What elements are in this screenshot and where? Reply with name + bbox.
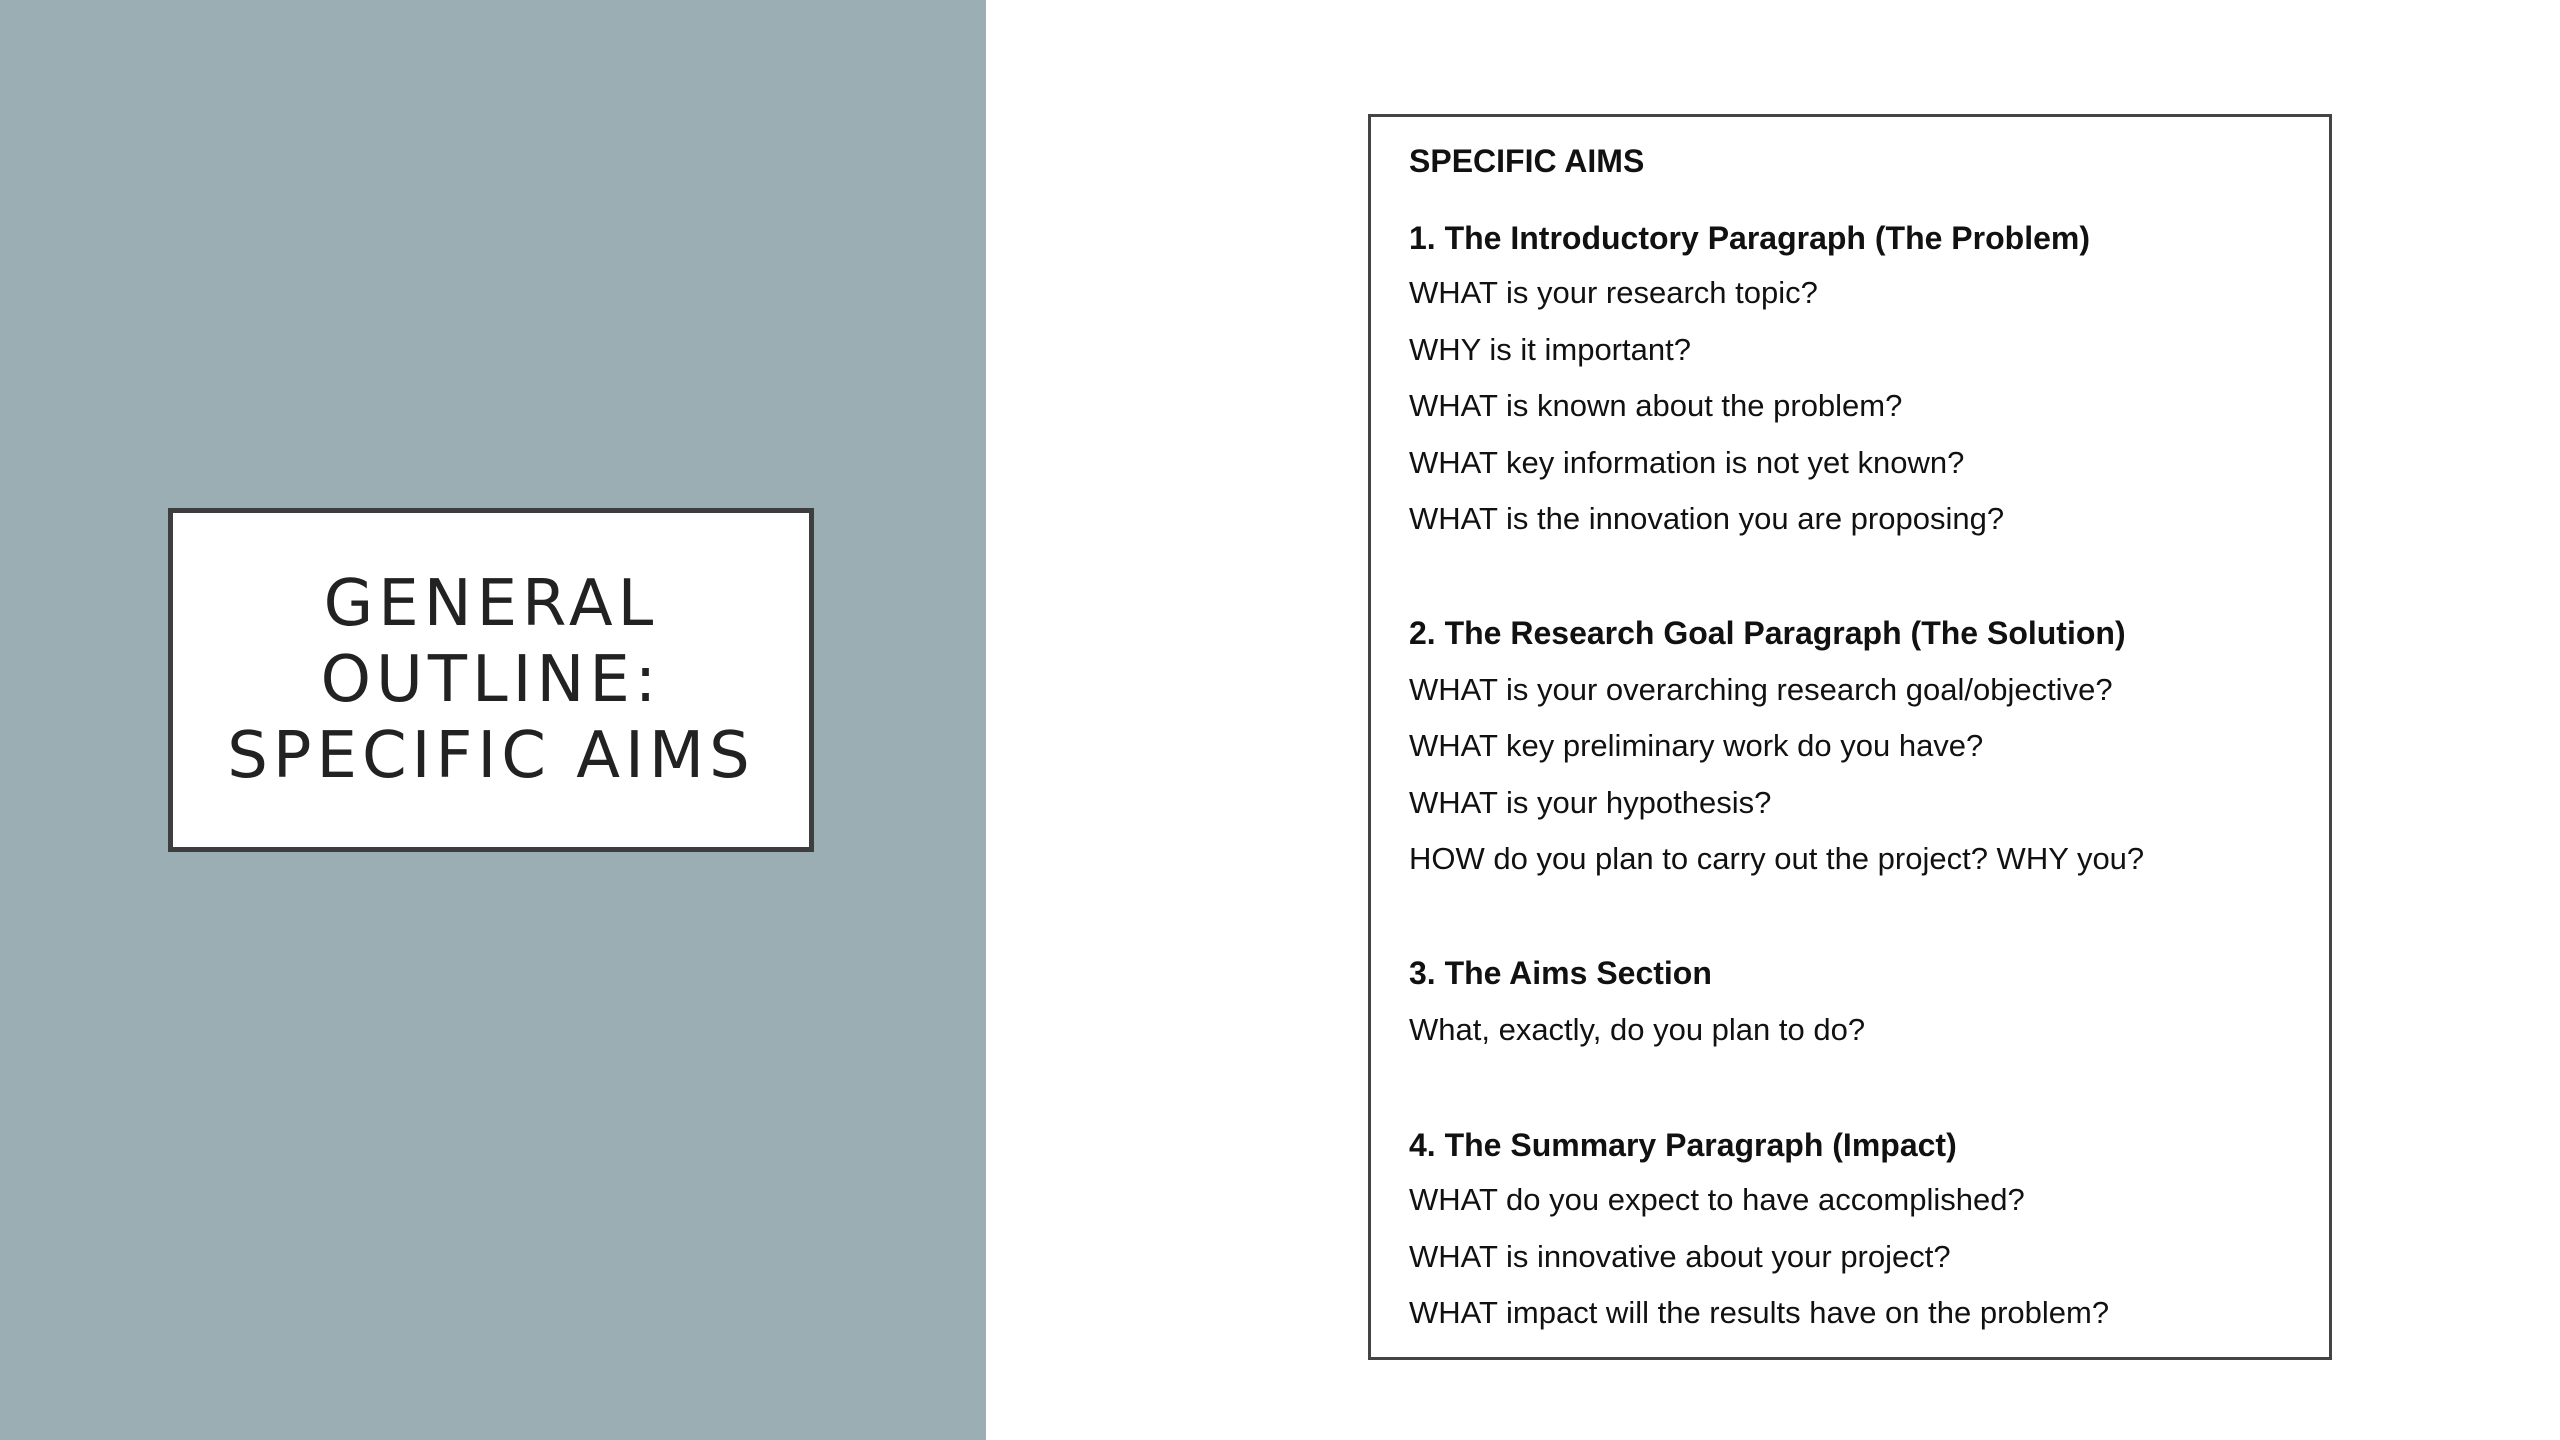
section-3-title: 3. The Aims Section bbox=[1409, 955, 1712, 991]
left-panel bbox=[0, 0, 986, 1440]
section-4-title: 4. The Summary Paragraph (Impact) bbox=[1409, 1127, 1957, 1163]
section-2-item: WHAT key preliminary work do you have? bbox=[1409, 728, 1984, 763]
section-1-item: WHAT is your research topic? bbox=[1409, 275, 1818, 310]
slide-title-line-1: GENERAL bbox=[323, 567, 659, 641]
section-1-item: WHAT is the innovation you are proposing? bbox=[1409, 501, 2005, 536]
section-1-item: WHY is it important? bbox=[1409, 332, 1691, 367]
title-box bbox=[168, 508, 814, 852]
section-2-item: HOW do you plan to carry out the project? WHY you? bbox=[1409, 841, 2145, 876]
section-2-title: 2. The Research Goal Paragraph (The Solution) bbox=[1409, 615, 2126, 651]
document-heading: SPECIFIC AIMS bbox=[1409, 143, 1645, 179]
section-4-item: WHAT impact will the results have on the problem? bbox=[1409, 1295, 2110, 1330]
section-4-item: WHAT is innovative about your project? bbox=[1409, 1239, 1951, 1274]
slide-title-line-3: SPECIFIC AIMS bbox=[227, 719, 755, 793]
section-4-item: WHAT do you expect to have accomplished? bbox=[1409, 1182, 2025, 1217]
section-2-item: WHAT is your overarching research goal/objective? bbox=[1409, 672, 2113, 707]
specific-aims-document bbox=[1368, 114, 2332, 1360]
section-1-item: WHAT is known about the problem? bbox=[1409, 388, 1903, 423]
section-3-item: What, exactly, do you plan to do? bbox=[1409, 1012, 1866, 1047]
slide-title-line-2: OUTLINE: bbox=[320, 643, 662, 717]
section-1-title: 1. The Introductory Paragraph (The Problem) bbox=[1409, 220, 2090, 256]
section-1-item: WHAT key information is not yet known? bbox=[1409, 445, 1965, 480]
section-2-item: WHAT is your hypothesis? bbox=[1409, 785, 1772, 820]
